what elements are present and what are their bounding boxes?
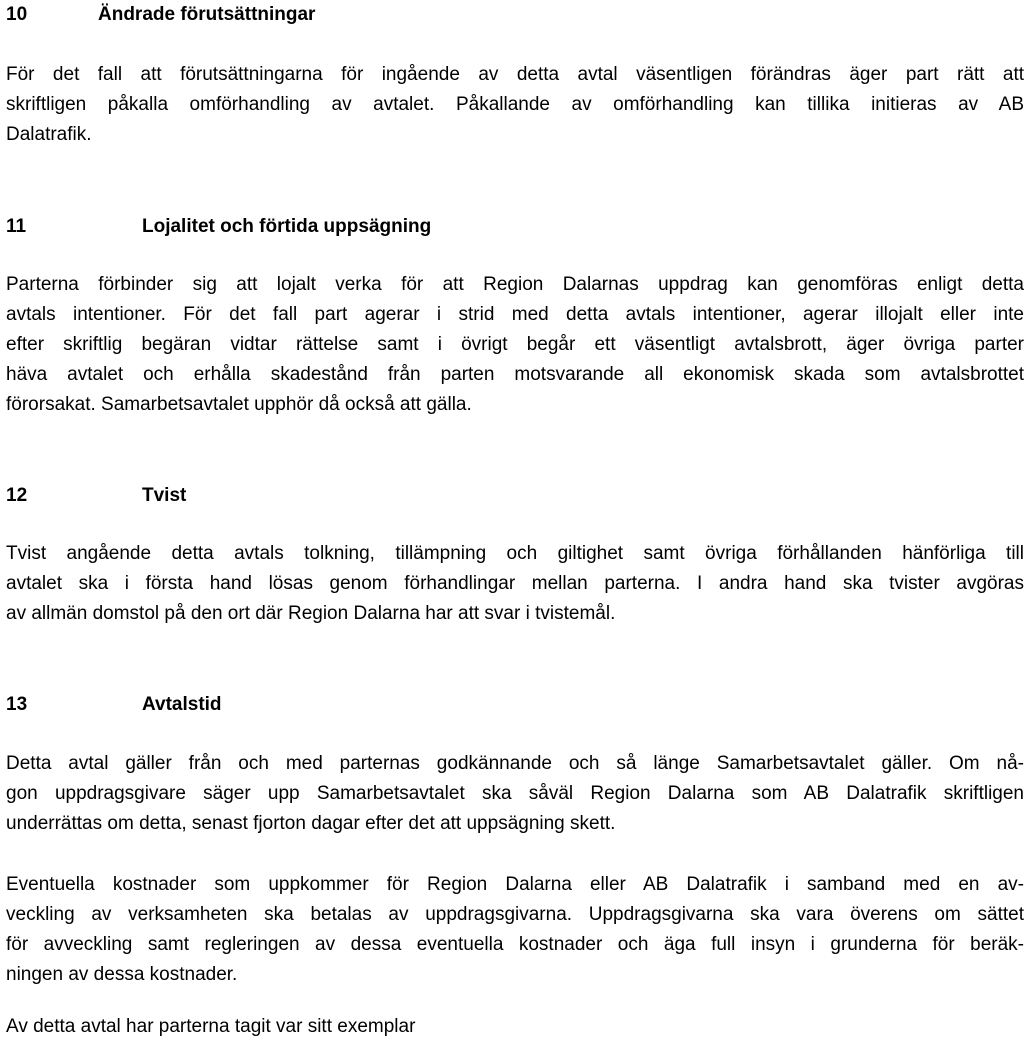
text-line: För det fall att förutsättningarna för ingående av detta avtal väsentligen förändras äger part rätt att [6,64,1024,85]
text-line: förorsakat. Samarbetsavtalet upphör då också att gälla. [6,394,472,415]
text-line: Detta avtal gäller från och med parternas godkännande och så länge Samarbetsavtalet gäller. Om nå- [6,753,1024,774]
text-line: ningen av dessa kostnader. [6,964,238,985]
section-title: Tvist [142,485,187,506]
text-line: Tvist angående detta avtals tolkning, tillämpning och giltighet samt övriga förhållanden hänförliga till [6,543,1024,564]
text-line: efter skriftlig begäran vidtar rättelse samt i övrigt begår ett väsentligt avtalsbrott, äger övriga parter [6,334,1024,355]
text-line: skriftligen påkalla omförhandling av avtalet. Påkallande av omförhandling kan tillika initieras av AB [6,94,1024,115]
section-13-paragraph-1 [6,749,1024,839]
section-number: 10 [6,4,28,25]
text-line: avtals intentioner. För det fall part agerar i strid med detta avtals intentioner, agerar illojalt eller inte [6,304,1024,325]
text-line: veckling av verksamheten ska betalas av uppdragsgivarna. Uppdragsgivarna ska vara överens om sättet [6,904,1024,925]
text-line: Av detta avtal har parterna tagit var sitt exemplar [6,1016,416,1037]
section-number: 11 [6,216,27,237]
section-12-paragraph [6,539,1024,629]
text-line: Eventuella kostnader som uppkommer för Region Dalarna eller AB Dalatrafik i samband med en av- [6,874,1024,895]
text-line: gon uppdragsgivare säger upp Samarbetsavtalet ska såväl Region Dalarna som AB Dalatrafik skriftligen [6,783,1024,804]
section-title: Ändrade förutsättningar [98,4,316,25]
text-line: avtalet ska i första hand lösas genom förhandlingar mellan parterna. I andra hand ska tvister avgöras [6,573,1024,594]
section-13-paragraph-2 [6,870,1024,990]
section-10-paragraph [6,60,1024,150]
section-number: 13 [6,694,28,715]
section-11-paragraph [6,270,1024,420]
section-title: Avtalstid [142,694,222,715]
text-line: häva avtalet och erhålla skadestånd från parten motsvarande all ekonomisk skada som avtalsbrottet [6,364,1024,385]
text-line: Parterna förbinder sig att lojalt verka för att Region Dalarnas uppdrag kan genomföras enligt detta [6,274,1024,295]
text-line: av allmän domstol på den ort där Region Dalarna har att svar i tvistemål. [6,603,616,624]
section-13-paragraph-3 [6,1012,1024,1042]
section-number: 12 [6,485,28,506]
text-line: för avveckling samt regleringen av dessa eventuella kostnader och äga full insyn i grunderna för beräk- [6,934,1024,955]
section-title: Lojalitet och förtida uppsägning [142,216,432,237]
text-line: underrättas om detta, senast fjorton dagar efter det att uppsägning skett. [6,813,616,834]
text-line: Dalatrafik. [6,124,92,145]
